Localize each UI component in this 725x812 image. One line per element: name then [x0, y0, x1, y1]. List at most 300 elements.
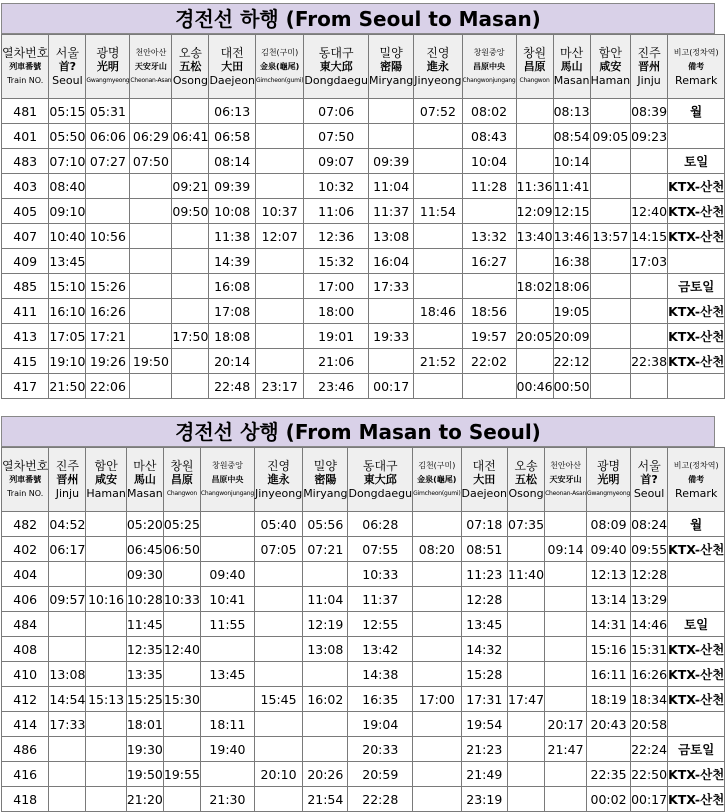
time-cell: 06:06 — [86, 124, 130, 149]
column-header — [631, 35, 668, 99]
column-header-cn: 天安牙山 — [134, 61, 167, 71]
column-header — [348, 448, 413, 512]
time-cell — [414, 149, 462, 174]
column-header-cn: 列車番號 — [9, 61, 42, 71]
header-row — [2, 35, 725, 99]
time-cell: 15:28 — [461, 662, 508, 687]
time-cell: 19:54 — [461, 712, 508, 737]
time-cell — [130, 374, 172, 399]
time-cell: 11:04 — [303, 587, 348, 612]
time-cell: 11:06 — [304, 199, 369, 224]
column-header — [413, 448, 461, 512]
downbound-timetable — [1, 34, 725, 399]
time-cell: 20:33 — [348, 737, 413, 762]
time-cell — [587, 737, 631, 762]
time-cell — [49, 612, 86, 637]
column-header-cn: 咸安 — [95, 472, 118, 486]
column-header-cn: 備考 — [688, 61, 705, 71]
time-cell — [255, 249, 303, 274]
column-header-cn: 昌原中央 — [473, 61, 506, 71]
time-cell — [255, 124, 303, 149]
time-cell: 11:41 — [553, 174, 590, 199]
train-number-cell: 409 — [2, 249, 49, 274]
time-cell: 12:40 — [163, 637, 200, 662]
time-cell: 06:13 — [209, 99, 256, 124]
column-header-en: Miryang — [303, 486, 348, 500]
train-number-cell: 403 — [2, 174, 49, 199]
time-cell: 18:06 — [553, 274, 590, 299]
time-cell — [130, 274, 172, 299]
table-row — [2, 224, 725, 249]
time-cell — [631, 174, 668, 199]
column-header — [49, 448, 86, 512]
time-cell — [200, 512, 254, 537]
table-row — [2, 99, 725, 124]
time-cell — [86, 512, 126, 537]
column-header-cn: 列車番號 — [9, 474, 42, 484]
column-header-cn: 晋州 — [56, 472, 79, 486]
column-header — [668, 448, 725, 512]
train-number-cell: 486 — [2, 737, 49, 762]
column-header-ko: 함안 — [598, 45, 622, 60]
time-cell — [163, 612, 200, 637]
column-header-cn: 馬山 — [133, 472, 156, 486]
time-cell: 00:46 — [516, 374, 553, 399]
time-cell: 10:37 — [255, 199, 303, 224]
remark-cell: 금토일 — [668, 737, 725, 762]
time-cell: 09:40 — [200, 562, 254, 587]
time-cell — [516, 149, 553, 174]
time-cell — [590, 374, 630, 399]
time-cell: 09:30 — [126, 562, 163, 587]
time-cell — [86, 562, 126, 587]
time-cell: 15:30 — [163, 687, 200, 712]
remark-cell — [668, 249, 725, 274]
remark-cell: KTX-산천 — [668, 662, 725, 687]
table-row — [2, 537, 725, 562]
column-header-en: Masan — [553, 73, 590, 87]
time-cell: 18:34 — [631, 687, 668, 712]
train-number-cell: 404 — [2, 562, 49, 587]
time-cell — [545, 637, 587, 662]
time-cell — [462, 274, 516, 299]
column-header-ko: 함안 — [94, 458, 118, 473]
time-cell — [86, 762, 126, 787]
time-cell: 13:35 — [126, 662, 163, 687]
column-header-en: Remark — [675, 73, 718, 87]
column-header-ko: 진주 — [55, 458, 79, 473]
time-cell — [369, 349, 414, 374]
column-header-cn: 昌原中央 — [211, 474, 244, 484]
time-cell: 00:50 — [553, 374, 590, 399]
time-cell: 17:33 — [49, 712, 86, 737]
column-header-en: Changwon — [166, 489, 197, 497]
time-cell: 13:45 — [200, 662, 254, 687]
time-cell — [369, 299, 414, 324]
time-cell: 04:52 — [49, 512, 86, 537]
time-cell: 18:19 — [587, 687, 631, 712]
column-header — [130, 35, 172, 99]
column-header-en: Daejeon — [209, 73, 255, 87]
time-cell: 09:23 — [631, 124, 668, 149]
time-cell: 13:42 — [348, 637, 413, 662]
time-cell — [254, 662, 302, 687]
time-cell: 12:28 — [461, 587, 508, 612]
time-cell — [200, 762, 254, 787]
time-cell — [545, 762, 587, 787]
time-cell: 09:55 — [631, 537, 668, 562]
time-cell — [86, 787, 126, 812]
time-cell — [86, 662, 126, 687]
train-number-cell: 412 — [2, 687, 49, 712]
time-cell: 20:58 — [631, 712, 668, 737]
time-cell — [49, 762, 86, 787]
column-header-ko: 대전 — [472, 458, 496, 473]
time-cell — [369, 99, 414, 124]
time-cell — [516, 124, 553, 149]
time-cell: 12:09 — [516, 199, 553, 224]
time-cell: 16:35 — [348, 687, 413, 712]
train-number-cell: 402 — [2, 537, 49, 562]
time-cell — [163, 712, 200, 737]
column-header — [2, 35, 49, 99]
time-cell: 20:59 — [348, 762, 413, 787]
time-cell — [631, 149, 668, 174]
time-cell: 11:55 — [200, 612, 254, 637]
time-cell: 16:38 — [553, 249, 590, 274]
time-cell: 07:06 — [304, 99, 369, 124]
time-cell: 15:26 — [86, 274, 130, 299]
time-cell: 10:16 — [86, 587, 126, 612]
table-row — [2, 762, 725, 787]
time-cell — [130, 174, 172, 199]
time-cell — [413, 762, 461, 787]
column-header-cn: 昌原 — [170, 472, 193, 486]
column-header — [462, 35, 516, 99]
time-cell — [369, 124, 414, 149]
time-cell — [303, 562, 348, 587]
time-cell — [631, 274, 668, 299]
time-cell — [414, 224, 462, 249]
column-header-ko: 진영 — [426, 45, 450, 60]
column-header-en: Jinyeong — [254, 486, 303, 500]
table-row — [2, 687, 725, 712]
time-cell: 05:15 — [49, 99, 86, 124]
column-header — [2, 448, 49, 512]
time-cell: 17:00 — [304, 274, 369, 299]
column-header-en: Changwonjungang — [462, 76, 516, 84]
column-header-ko: 광명 — [596, 458, 621, 473]
time-cell — [303, 712, 348, 737]
time-cell — [200, 637, 254, 662]
time-cell — [172, 299, 209, 324]
column-header-ko: 서울 — [637, 458, 661, 473]
time-cell — [508, 587, 545, 612]
remark-cell — [668, 587, 725, 612]
upbound-title: 경전선 상행 (From Masan to Seoul) — [1, 416, 715, 447]
table-row — [2, 124, 725, 149]
remark-cell: KTX-산천 — [668, 299, 725, 324]
table-row — [2, 787, 725, 812]
time-cell: 15:32 — [304, 249, 369, 274]
upbound-timetable — [1, 447, 725, 812]
table-row — [2, 324, 725, 349]
time-cell: 15:45 — [254, 687, 302, 712]
time-cell: 19:50 — [130, 349, 172, 374]
time-cell: 12:19 — [303, 612, 348, 637]
time-cell — [414, 174, 462, 199]
column-header-ko: 창원 — [522, 45, 547, 60]
time-cell: 06:41 — [172, 124, 209, 149]
column-header-ko: 비고(정차역) — [673, 47, 719, 57]
time-cell — [516, 249, 553, 274]
remark-cell: KTX-산천 — [668, 174, 725, 199]
column-header-en: Jinju — [637, 73, 661, 87]
time-cell — [254, 637, 302, 662]
time-cell: 09:39 — [369, 149, 414, 174]
column-header — [304, 35, 369, 99]
time-cell: 21:47 — [545, 737, 587, 762]
column-header-ko: 진영 — [266, 458, 291, 473]
table-row — [2, 299, 725, 324]
time-cell: 15:13 — [86, 687, 126, 712]
time-cell: 10:28 — [126, 587, 163, 612]
train-number-cell: 485 — [2, 274, 49, 299]
time-cell: 19:26 — [86, 349, 130, 374]
time-cell: 22:48 — [209, 374, 256, 399]
time-cell — [49, 562, 86, 587]
time-cell: 06:58 — [209, 124, 256, 149]
time-cell: 15:10 — [49, 274, 86, 299]
time-cell: 13:57 — [590, 224, 630, 249]
time-cell: 13:32 — [462, 224, 516, 249]
remark-cell: 토일 — [668, 612, 725, 637]
column-header-en: Osong — [508, 486, 544, 500]
time-cell — [590, 324, 630, 349]
time-cell — [254, 562, 302, 587]
remark-cell — [668, 712, 725, 737]
time-cell: 08:43 — [462, 124, 516, 149]
column-header-cn: 五松 — [179, 59, 202, 73]
time-cell: 07:50 — [304, 124, 369, 149]
time-cell: 07:10 — [49, 149, 86, 174]
remark-cell: KTX-산천 — [668, 637, 725, 662]
time-cell — [545, 587, 587, 612]
time-cell: 14:54 — [49, 687, 86, 712]
remark-cell: KTX-산천 — [668, 762, 725, 787]
time-cell: 14:15 — [631, 224, 668, 249]
time-cell — [516, 349, 553, 374]
column-header-cn: 咸安 — [599, 59, 622, 73]
column-header — [369, 35, 414, 99]
time-cell: 22:06 — [86, 374, 130, 399]
column-header-en: Seoul — [633, 486, 665, 500]
time-cell — [172, 249, 209, 274]
time-cell: 20:14 — [209, 349, 256, 374]
column-header — [461, 448, 508, 512]
time-cell: 07:50 — [130, 149, 172, 174]
time-cell: 09:07 — [304, 149, 369, 174]
column-header-en: Gwangmyeong — [86, 76, 130, 84]
time-cell: 13:08 — [303, 637, 348, 662]
time-cell: 19:01 — [304, 324, 369, 349]
time-cell: 08:40 — [49, 174, 86, 199]
time-cell: 16:04 — [369, 249, 414, 274]
train-number-cell: 413 — [2, 324, 49, 349]
column-header — [553, 35, 590, 99]
time-cell — [254, 587, 302, 612]
column-header-ko: 비고(정차역) — [673, 460, 719, 470]
column-header-ko: 창원중앙 — [211, 460, 243, 470]
column-header-ko: 오송 — [514, 458, 538, 473]
time-cell: 15:25 — [126, 687, 163, 712]
table-row — [2, 274, 725, 299]
column-header-en: Haman — [590, 73, 631, 87]
train-number-cell: 481 — [2, 99, 49, 124]
time-cell — [200, 537, 254, 562]
time-cell — [130, 249, 172, 274]
time-cell — [303, 662, 348, 687]
time-cell — [462, 199, 516, 224]
time-cell: 14:31 — [587, 612, 631, 637]
time-cell: 16:26 — [86, 299, 130, 324]
time-cell: 12:07 — [255, 224, 303, 249]
time-cell: 11:04 — [369, 174, 414, 199]
time-cell: 14:32 — [461, 637, 508, 662]
column-header-ko: 열차번호 — [2, 458, 49, 473]
time-cell — [49, 787, 86, 812]
time-cell: 11:40 — [508, 562, 545, 587]
column-header-cn: 光明 — [96, 59, 119, 73]
time-cell — [508, 762, 545, 787]
time-cell: 19:57 — [462, 324, 516, 349]
column-header-ko: 천안아산 — [135, 47, 167, 57]
train-number-cell: 401 — [2, 124, 49, 149]
time-cell — [590, 249, 630, 274]
column-header-cn: 金泉(龜尾) — [260, 61, 300, 71]
column-header-en: Cheonan-Asan — [545, 489, 587, 497]
column-header-cn: 昌原 — [523, 59, 546, 73]
time-cell — [413, 662, 461, 687]
column-header-en: Miryang — [369, 73, 414, 87]
table-row — [2, 174, 725, 199]
time-cell: 11:36 — [516, 174, 553, 199]
time-cell: 05:40 — [254, 512, 302, 537]
time-cell — [254, 787, 302, 812]
time-cell — [86, 712, 126, 737]
time-cell — [508, 612, 545, 637]
table-row — [2, 737, 725, 762]
column-header-en: Train NO. — [7, 488, 44, 498]
time-cell: 09:57 — [49, 587, 86, 612]
table-row — [2, 149, 725, 174]
time-cell: 05:56 — [303, 512, 348, 537]
time-cell — [413, 737, 461, 762]
column-header-cn: 大田 — [473, 472, 496, 486]
train-number-cell: 408 — [2, 637, 49, 662]
time-cell: 05:50 — [49, 124, 86, 149]
time-cell: 06:50 — [163, 537, 200, 562]
column-header — [200, 448, 254, 512]
time-cell — [255, 324, 303, 349]
time-cell — [86, 199, 130, 224]
time-cell — [414, 124, 462, 149]
time-cell: 19:50 — [126, 762, 163, 787]
column-header-en: Jinju — [55, 486, 80, 500]
remark-cell: KTX-산천 — [668, 349, 725, 374]
column-header-en: Gimcheon(gumi) — [413, 489, 461, 497]
time-cell: 18:11 — [200, 712, 254, 737]
time-cell — [508, 662, 545, 687]
remark-cell: KTX-산천 — [668, 224, 725, 249]
train-number-cell: 418 — [2, 787, 49, 812]
time-cell — [255, 149, 303, 174]
column-header-ko: 광명 — [96, 45, 120, 60]
time-cell: 18:56 — [462, 299, 516, 324]
time-cell — [590, 299, 630, 324]
time-cell: 13:08 — [369, 224, 414, 249]
time-cell: 23:17 — [255, 374, 303, 399]
time-cell: 07:18 — [461, 512, 508, 537]
time-cell: 11:38 — [209, 224, 256, 249]
column-header-en: Changwonjungang — [200, 489, 254, 497]
column-header-cn: 密陽 — [314, 472, 337, 486]
time-cell — [130, 324, 172, 349]
time-cell: 11:23 — [461, 562, 508, 587]
time-cell: 08:20 — [413, 537, 461, 562]
time-cell: 10:08 — [209, 199, 256, 224]
time-cell — [414, 374, 462, 399]
remark-cell: KTX-산천 — [668, 687, 725, 712]
time-cell: 08:51 — [461, 537, 508, 562]
time-cell: 09:21 — [172, 174, 209, 199]
time-cell: 17:21 — [86, 324, 130, 349]
time-cell: 12:35 — [126, 637, 163, 662]
time-cell — [508, 737, 545, 762]
column-header-cn: 首? — [640, 472, 658, 486]
column-header-cn: 光明 — [597, 472, 620, 486]
time-cell: 16:10 — [49, 299, 86, 324]
time-cell — [254, 737, 302, 762]
time-cell: 17:50 — [172, 324, 209, 349]
time-cell: 21:52 — [414, 349, 462, 374]
column-header-en: Seoul — [52, 73, 83, 87]
time-cell — [590, 349, 630, 374]
time-cell: 10:40 — [49, 224, 86, 249]
time-cell — [130, 299, 172, 324]
column-header-cn: 進永 — [426, 59, 449, 73]
column-header-ko: 서울 — [55, 45, 79, 60]
time-cell: 09:40 — [587, 537, 631, 562]
time-cell: 21:06 — [304, 349, 369, 374]
column-header-en: Cheonan-Asan — [130, 76, 172, 84]
time-cell — [516, 299, 553, 324]
time-cell — [545, 512, 587, 537]
remark-cell: KTX-산천 — [668, 537, 725, 562]
remark-cell: 월 — [668, 99, 725, 124]
time-cell: 12:36 — [304, 224, 369, 249]
time-cell — [413, 637, 461, 662]
table-row — [2, 637, 725, 662]
time-cell — [413, 712, 461, 737]
column-header-ko: 오송 — [178, 45, 203, 60]
train-number-cell: 407 — [2, 224, 49, 249]
time-cell: 13:45 — [461, 612, 508, 637]
time-cell: 05:31 — [86, 99, 130, 124]
time-cell: 09:50 — [172, 199, 209, 224]
column-header-ko: 동대구 — [362, 458, 398, 473]
time-cell: 06:29 — [130, 124, 172, 149]
